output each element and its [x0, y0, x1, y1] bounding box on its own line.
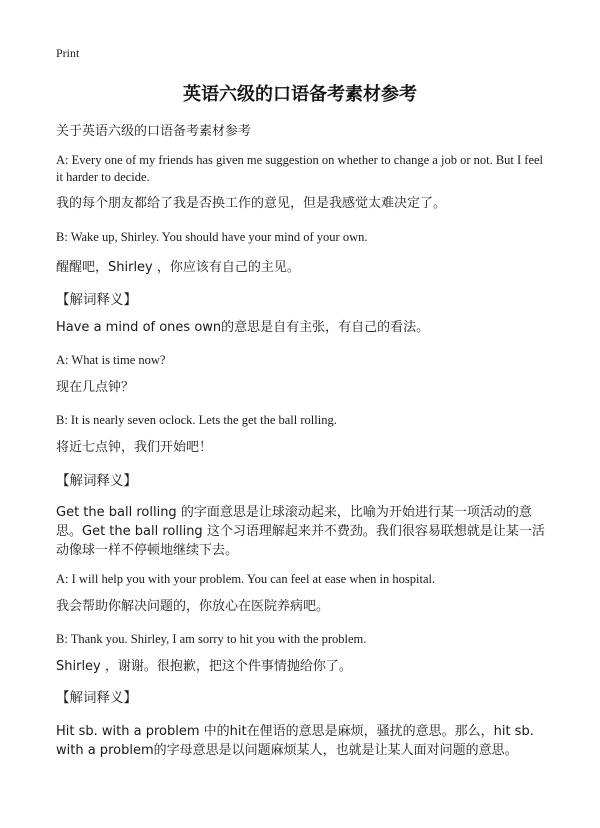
dialogue-zh-5: 我会帮助你解决问题的，你放心在医院养病吧。	[56, 599, 330, 614]
dialogue-zh-6: Shirley ，谢谢。很抱歉，把这个件事情抛给你了。	[56, 659, 352, 674]
dialogue-en-1: A: Every one of my friends has given me suggestion on whether to change a job or not. But I feel it harder to decide.	[56, 153, 544, 184]
dialogue-en-2: B: Wake up, Shirley. You should have your mind of your own.	[56, 230, 368, 244]
dialogue-en-4: B: It is nearly seven oclock. Lets the get the ball rolling.	[56, 413, 337, 427]
dialogue-en-3: A: What is time now?	[56, 353, 166, 367]
dialogue-zh-3: 现在几点钟？	[56, 380, 135, 395]
section-heading-3: 【解词释义】	[56, 690, 137, 706]
section-heading-1: 【解词释义】	[56, 292, 137, 308]
dialogue-zh-1: 我的每个朋友都给了我是否换工作的意见，但是我感觉太难决定了。	[56, 196, 447, 211]
dialogue-zh-2: 醒醒吧，Shirley ，你应该有自己的主见。	[56, 260, 300, 275]
explanation-1: Have a mind of ones own的意思是自有主张，有自己的看法。	[56, 320, 430, 335]
page-title: 英语六级的口语备考素材参考	[183, 84, 417, 105]
section-heading-2: 【解词释义】	[56, 473, 137, 489]
explanation-3: Hit sb. with a problem 中的hit在俚语的意思是麻烦，骚扰的意思。那么，hit sb. with a problem的字母意思是以问题麻烦某人，也就是让某人面对问题的意思。	[56, 724, 534, 758]
print-label: Print	[56, 46, 80, 60]
dialogue-en-5: A: I will help you with your problem. You can feel at ease when in hospital.	[56, 572, 436, 586]
subtitle: 关于英语六级的口语备考素材参考	[56, 124, 252, 139]
dialogue-zh-4: 将近七点钟，我们开始吧！	[56, 440, 213, 455]
explanation-2: Get the ball rolling 的字面意思是让球滚动起来，比喻为开始进行某一项活动的意思。Get the ball rolling 这个习语理解起来并不费劲。我们很容易联想就是让某一活动像球一样不停顿地继续下去。	[56, 505, 545, 558]
dialogue-en-6: B: Thank you. Shirley, I am sorry to hit you with the problem.	[56, 632, 367, 646]
